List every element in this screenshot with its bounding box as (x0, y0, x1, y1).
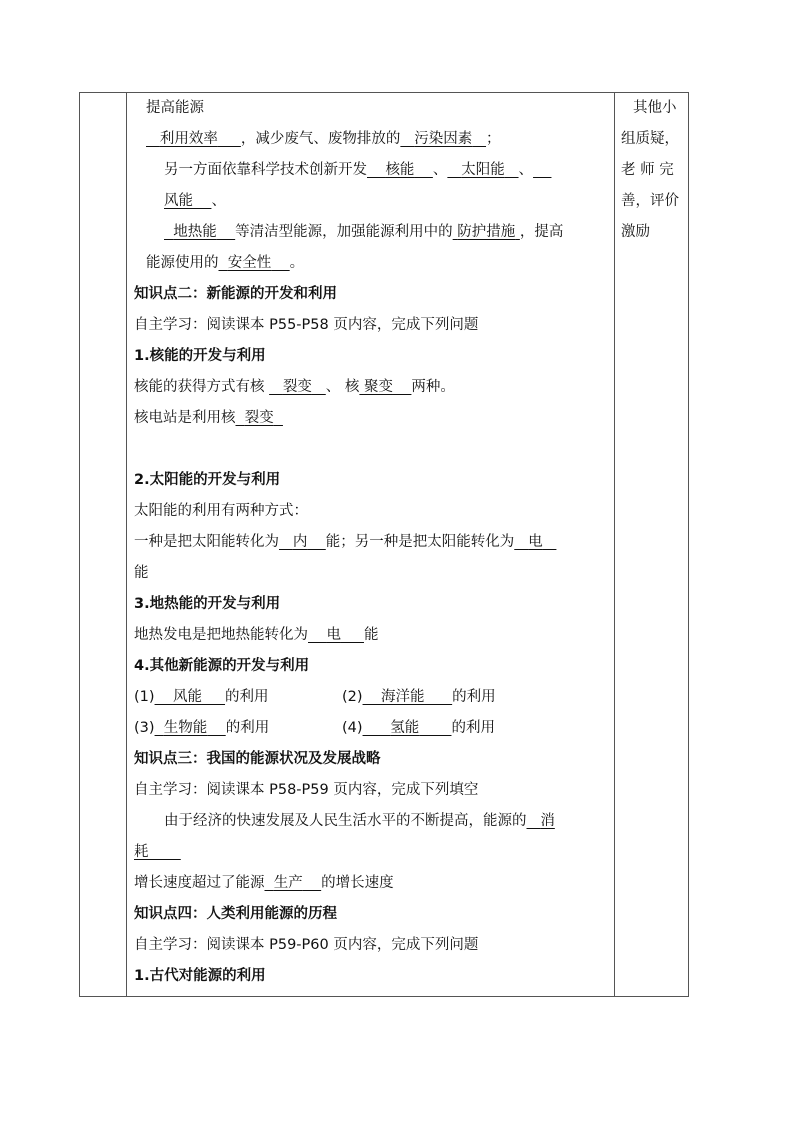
fill-blank: 利用效率 (159, 131, 218, 147)
text-line: 由于经济的快速发展及人民生活水平的不断提高，能源的 消 (164, 813, 555, 829)
subsection-heading: 1.核能的开发与利用 (134, 348, 266, 364)
subsection-heading: 4.其他新能源的开发与利用 (134, 658, 310, 674)
text-line: (1) 风能 的利用 (2) 海洋能 的利用 (134, 689, 496, 705)
text-line: 能源使用的 安全性 。 (146, 255, 305, 271)
text-line: 提高能源 (146, 100, 204, 116)
fill-blank: 生物能 (163, 720, 208, 736)
fill-blank: 内 (292, 534, 308, 550)
text-line: 地热能 等清洁型能源，加强能源利用中的 防护措施 ，提高 (134, 217, 614, 248)
text-line: 一种是把太阳能转化为 内 能；另一种是把太阳能转化为 电 (134, 527, 614, 558)
fill-blank: 裂变 (244, 410, 274, 426)
subsection-heading: 2.太阳能的开发与利用 (134, 472, 281, 488)
text-line: 利用效率 ，减少废气、废物排放的 污染因素 ； (134, 124, 614, 155)
fill-blank: 消 (540, 813, 555, 829)
subsection-heading: 1.古代对能源的利用 (134, 968, 266, 984)
text-line: 另一方面依靠科学技术创新开发 核能 、 太阳能 、 (134, 155, 614, 186)
text-line: 地热发电是把地热能转化为 电 能 (134, 627, 379, 643)
fill-blank: 电 (528, 534, 543, 550)
text-line (134, 837, 614, 868)
fill-blank: 污染因素 (414, 131, 473, 147)
main-content-column (134, 93, 614, 992)
fill-blank: 防护措施 (457, 224, 516, 240)
text-line: (3) 生物能 的利用 (4) 氢能 的利用 (134, 720, 495, 736)
fill-blank: 氢能 (390, 720, 420, 736)
fill-blank: 风能 (164, 193, 193, 209)
side-text: 其他小 (633, 100, 677, 116)
column-divider (126, 93, 127, 996)
side-text: 激励 (621, 224, 650, 240)
side-text: 组质疑， (621, 131, 679, 147)
text-line: 自主学习：阅读课本 P55-P58 页内容，完成下列问题 (134, 317, 479, 333)
fill-blank: 风能 (172, 689, 202, 705)
fill-blank: 裂变 (282, 379, 312, 395)
blank-line (134, 434, 614, 465)
text-line: 太阳能的利用有两种方式： (134, 503, 308, 519)
text-line: 增长速度超过了能源 生产 的增长速度 (134, 875, 394, 891)
text-line: 核能的获得方式有核 裂变 、 核 聚变 两种。 (134, 379, 455, 395)
side-text: 老 师 完 (621, 162, 674, 178)
text-line: 自主学习：阅读课本 P58-P59 页内容，完成下列填空 (134, 782, 479, 798)
fill-blank: 海洋能 (380, 689, 425, 705)
lesson-table (79, 92, 689, 997)
text-line: 自主学习：阅读课本 P59-P60 页内容，完成下列问题 (134, 937, 479, 953)
fill-blank: 耗 (134, 844, 149, 860)
fill-blank: 地热能 (173, 224, 217, 240)
subsection-heading: 3.地热能的开发与利用 (134, 596, 281, 612)
text-line: 风能 、 (164, 193, 226, 209)
text-line: 能 (134, 565, 149, 581)
fill-blank (533, 162, 551, 178)
fill-blank: 核能 (385, 162, 415, 178)
fill-blank: 生产 (273, 875, 303, 891)
fill-blank: 太阳能 (461, 162, 505, 178)
side-text: 善，评价 (621, 193, 679, 209)
fill-blank: 安全性 (227, 255, 272, 271)
text-line: 核电站是利用核 裂变 (134, 403, 614, 434)
evaluation-column (621, 93, 683, 248)
section-heading: 知识点四：人类利用能源的历程 (134, 906, 337, 922)
fill-blank: 聚变 (363, 379, 393, 395)
fill-blank: 电 (326, 627, 341, 643)
section-heading: 知识点二：新能源的开发和利用 (134, 286, 337, 302)
section-heading: 知识点三：我国的能源状况及发展战略 (134, 751, 381, 767)
column-divider (614, 93, 615, 996)
